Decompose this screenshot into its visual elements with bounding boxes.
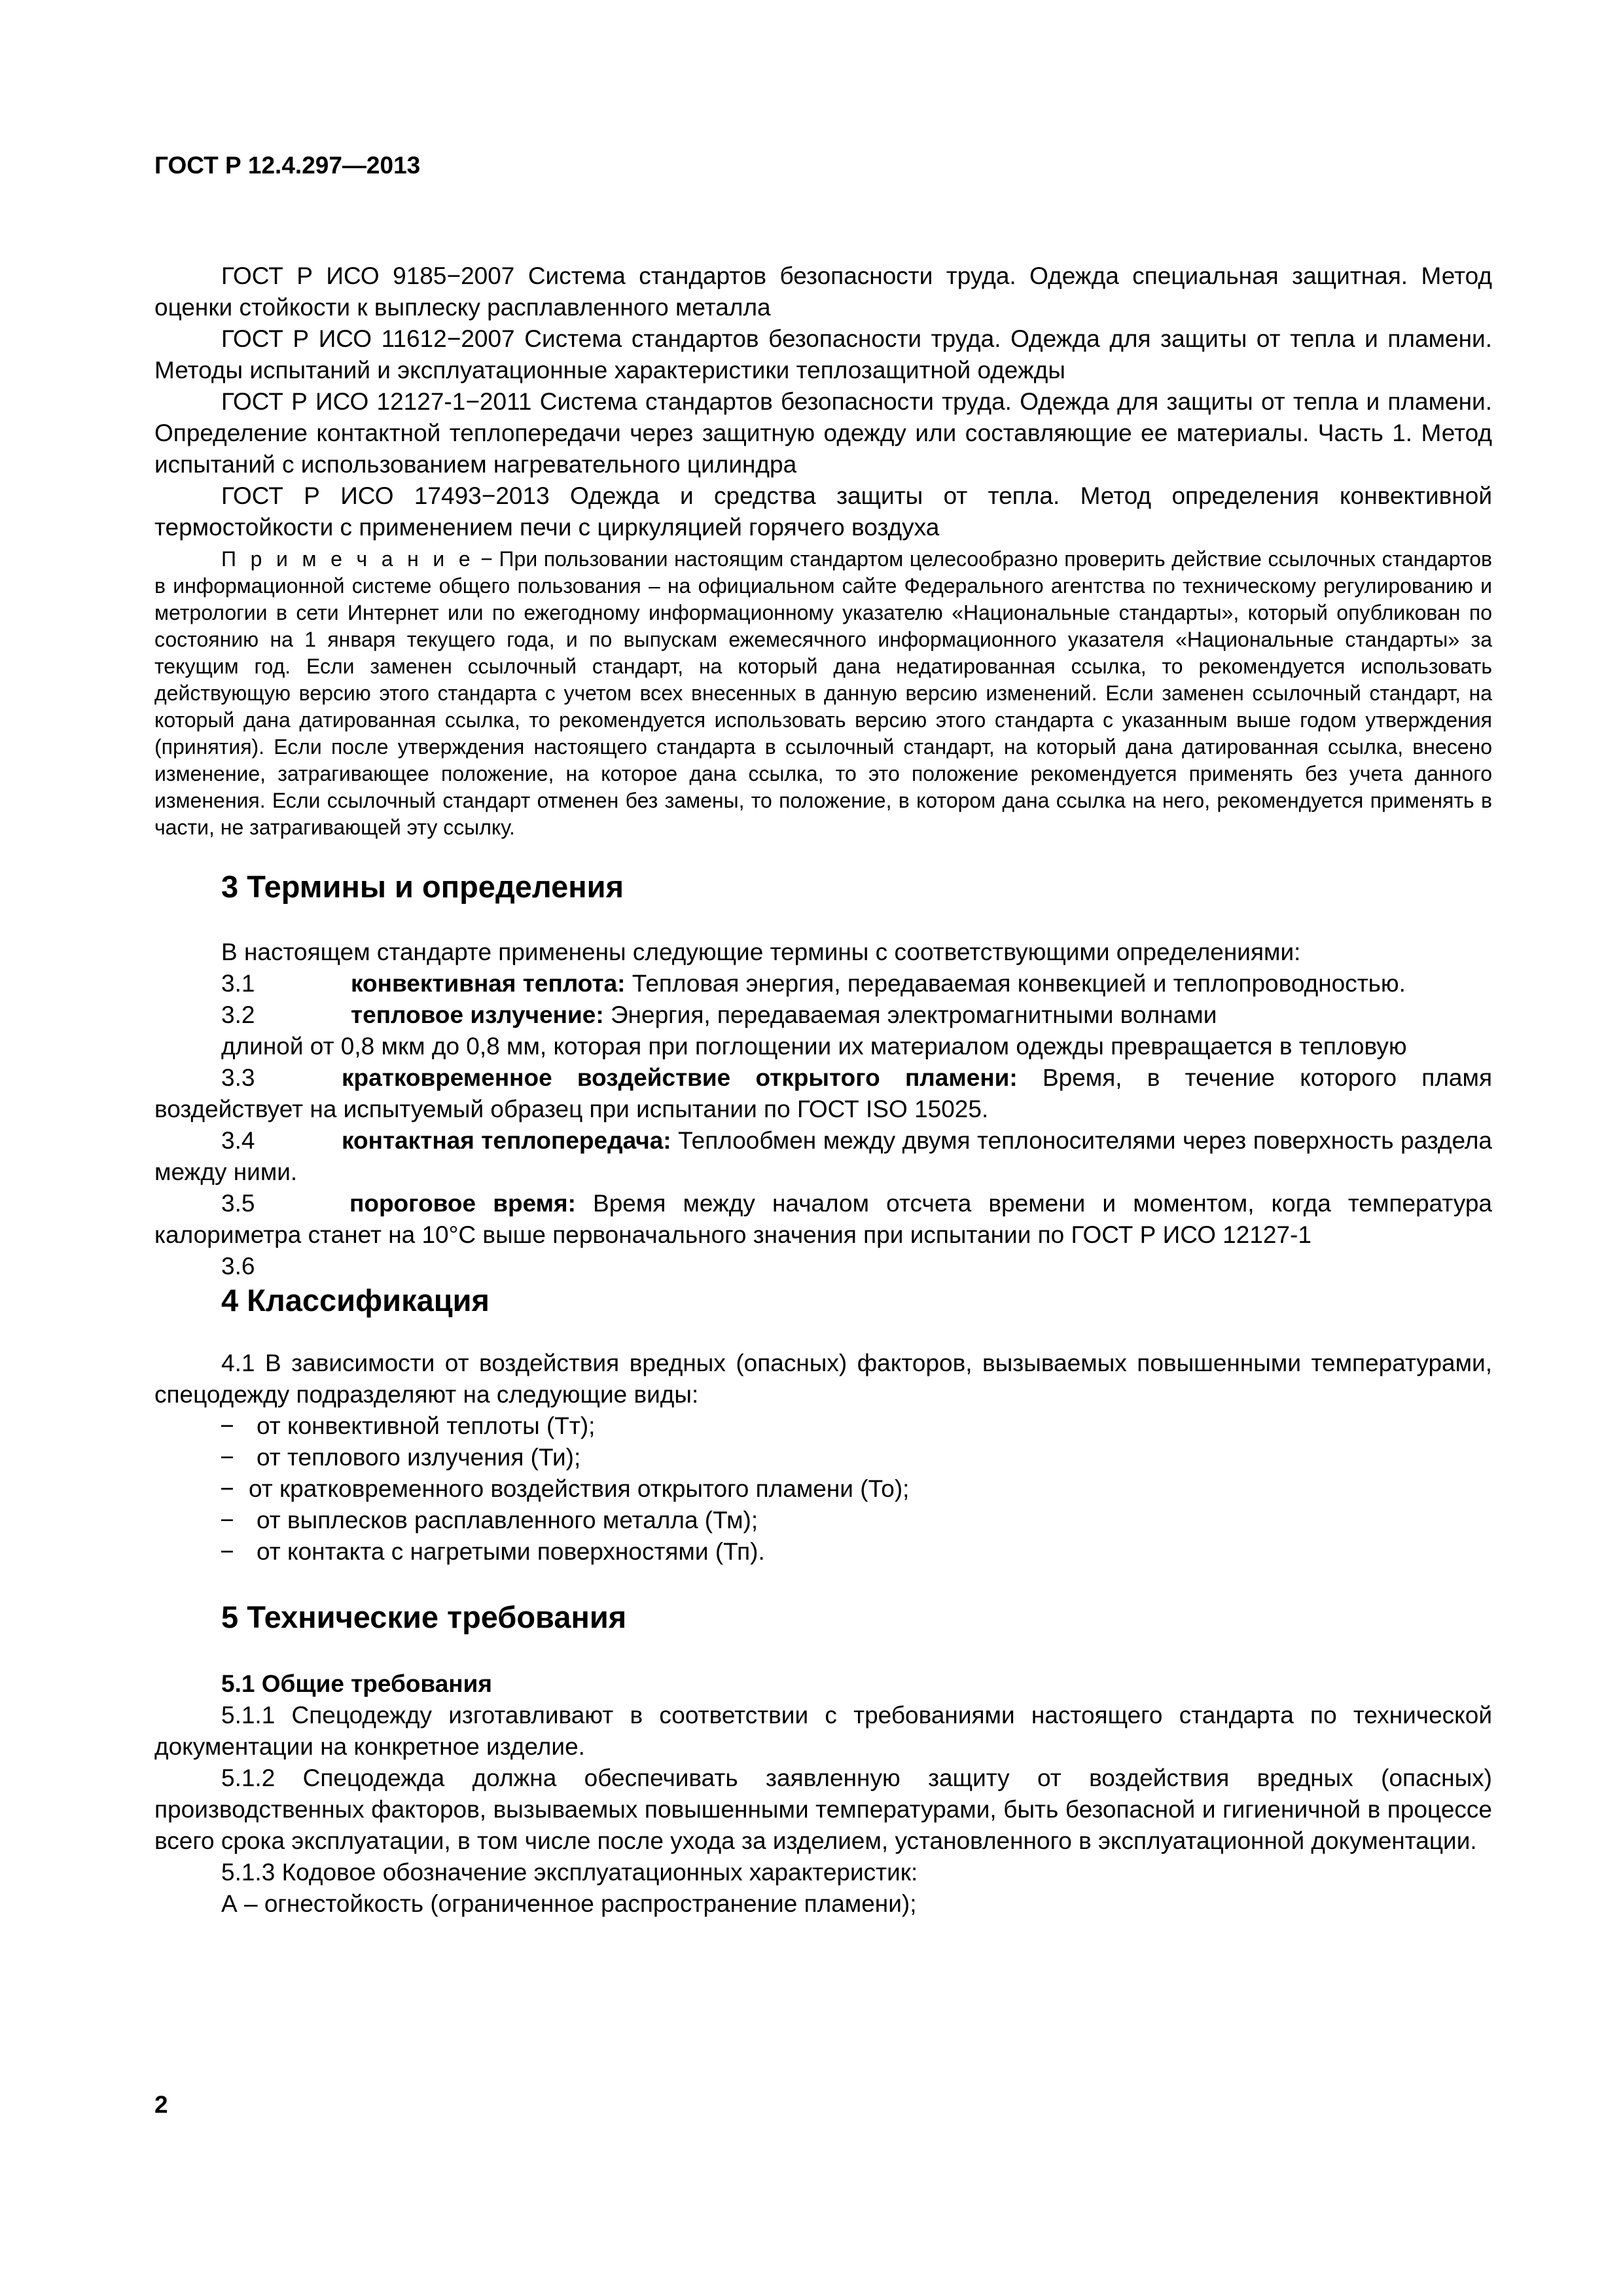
term-definition [154,1251,1492,1282]
list-item-text: от теплового излучения (Ти); [257,1444,581,1471]
page-number: 2 [154,2091,168,2118]
section-5-heading: 5 Технические требования [221,1600,627,1634]
requirement-paragraph: 5.1.1 Спецодежду изготавливают в соответствии с требованиями настоящего стандарта по технической документации на конкретное изделие. [154,1702,1492,1760]
list-dash: − [220,1444,234,1471]
document-code-header: ГОСТ Р 12.4.297—2013 [154,152,421,179]
term-name: пороговое время: [349,1190,576,1217]
reference-item: ГОСТ Р ИСО 12127-1−2011 Система стандартов безопасности труда. Одежда для защиты от тепла и пламени. Определение контактной теплопередачи через защитную одежду или составляющие ее материалы. Часть 1. Метод испытаний с использованием нагревательного цилиндра [154,388,1492,478]
section-4-intro: 4.1 В зависимости от воздействия вредных (опасных) факторов, вызываемых повышенными температурами, спецодежду подразделяют на следующие виды: [154,1350,1492,1408]
term-definition [154,1188,1492,1251]
list-item [154,1442,1492,1473]
term-name: кратковременное воздействие открытого пламени: [342,1064,1018,1091]
requirement-paragraph: 5.1.3 Кодовое обозначение эксплуатационных характеристик: [221,1859,918,1886]
list-item-text: от кратковременного воздействия открытого пламени (То); [249,1475,910,1502]
list-dash: − [220,1507,234,1534]
term-definition [154,1062,1492,1125]
term-text: Теплообмен между двумя теплоносителями через поверхность раздела между ними. [154,1127,1493,1185]
requirement-paragraph: А – огнестойкость (ограниченное распространение пламени); [221,1890,917,1917]
term-name: контактная теплопередача: [342,1127,671,1154]
term-name: конвективная теплота: [351,970,626,997]
note-text: − При пользовании настоящим стандартом целесообразно проверить действие ссылочных стандартов в информационной системе общего пользования – на официальном сайте Федерального агентства по техническому регулированию и метрологии в сети Интернет или по ежегодному информационному указателю «Национальные стандарты», который опубликован по состоянию на 1 января текущего года, и по выпускам ежемесячного информационного указателя «Национальные стандарты» за текущим год. Если заменен ссылочный стандарт, на который дана недатированная ссылка, то рекомендуется использовать действующую версию этого стандарта с учетом всех внесенных в данную версию изменений. Если заменен ссылочный стандарт, на который дана датированная ссылка, то рекомендуется использовать версию этого стандарта с указанным выше годом утверждения (принятия). Если после утверждения настоящего стандарта в ссылочный стандарт, на который дана датированная ссылка, внесено изменение, затрагивающее положение, на которое дана ссылка, то это положение рекомендуется применять без учета данного изменения. Если ссылочный стандарт отменен без замены, то положение, в котором дана ссылка на него, рекомендуется применять в части, не затрагивающей эту ссылку. [154,547,1493,839]
term-definition [154,999,1492,1031]
list-item [154,1536,1492,1568]
list-dash: − [220,1538,234,1565]
subsection-5-1-heading: 5.1 Общие требования [221,1670,492,1697]
list-dash: − [220,1475,234,1502]
section-4-heading: 4 Классификация [221,1283,490,1318]
term-text: Энергия, передаваемая электромагнитными волнами [603,1001,1217,1028]
term-name: тепловое излучение: [351,1001,604,1028]
term-number: 3.5 [221,1190,255,1217]
term-text: Время, в течение которого пламя воздействует на испытуемый образец при испытании по ГОСТ ISO 15025. [154,1064,1492,1122]
term-continuation: длиной от 0,8 мкм до 0,8 мм, которая при поглощении их материалом одежды превращается в тепловую [221,1033,1407,1060]
requirement-paragraph: 5.1.2 Спецодежда должна обеспечивать заявленную защиту от воздействия вредных (опасных) производственных факторов, вызываемых повышенными температурами, быть безопасной и гигиеничной в процессе всего срока эксплуатации, в том числе после ухода за изделием, установленного в эксплуатационной документации. [154,1765,1492,1854]
term-number: 3.6 [221,1253,255,1280]
term-number: 3.2 [221,1001,255,1028]
term-definition [154,968,1492,999]
section-3-intro: В настоящем стандарте применены следующие термины с соответствующими определениями: [221,939,1301,965]
term-definition [154,1125,1492,1188]
classification-list [154,1410,1492,1568]
list-item [154,1473,1492,1505]
note-label: П р и м е ч а н и е [221,547,474,571]
list-item [154,1410,1492,1442]
reference-item: ГОСТ Р ИСО 11612−2007 Система стандартов безопасности труда. Одежда для защиты от тепла и пламени. Методы испытаний и эксплуатационные характеристики теплозащитной одежды [154,325,1492,384]
reference-item: ГОСТ Р ИСО 17493−2013 Одежда и средства защиты от тепла. Метод определения конвективной термостойкости с применением печи с циркуляцией горячего воздуха [154,482,1492,541]
list-item-text: от контакта с нагретыми поверхностями (Тп). [257,1538,765,1565]
list-item [154,1505,1492,1536]
term-number: 3.1 [221,970,255,997]
term-text: Время между началом отсчета времени и моментом, когда температура калориметра станет на 10°С выше первоначального значения при испытании по ГОСТ Р ИСО 12127-1 [154,1190,1492,1248]
section-3-heading: 3 Термины и определения [221,869,624,904]
term-number: 3.3 [221,1064,255,1091]
list-item-text: от выплесков расплавленного металла (Тм); [257,1507,758,1534]
reference-note [154,546,1492,841]
list-dash: − [220,1412,234,1439]
reference-item: ГОСТ Р ИСО 9185−2007 Система стандартов безопасности труда. Одежда специальная защитная. Метод оценки стойкости к выплеску расплавленного металла [154,262,1492,321]
list-item-text: от конвективной теплоты (Тт); [257,1412,596,1439]
page-content [154,260,1492,1920]
term-text: Тепловая энергия, передаваемая конвекцией и теплопроводностью. [625,970,1406,997]
term-number: 3.4 [221,1127,255,1154]
